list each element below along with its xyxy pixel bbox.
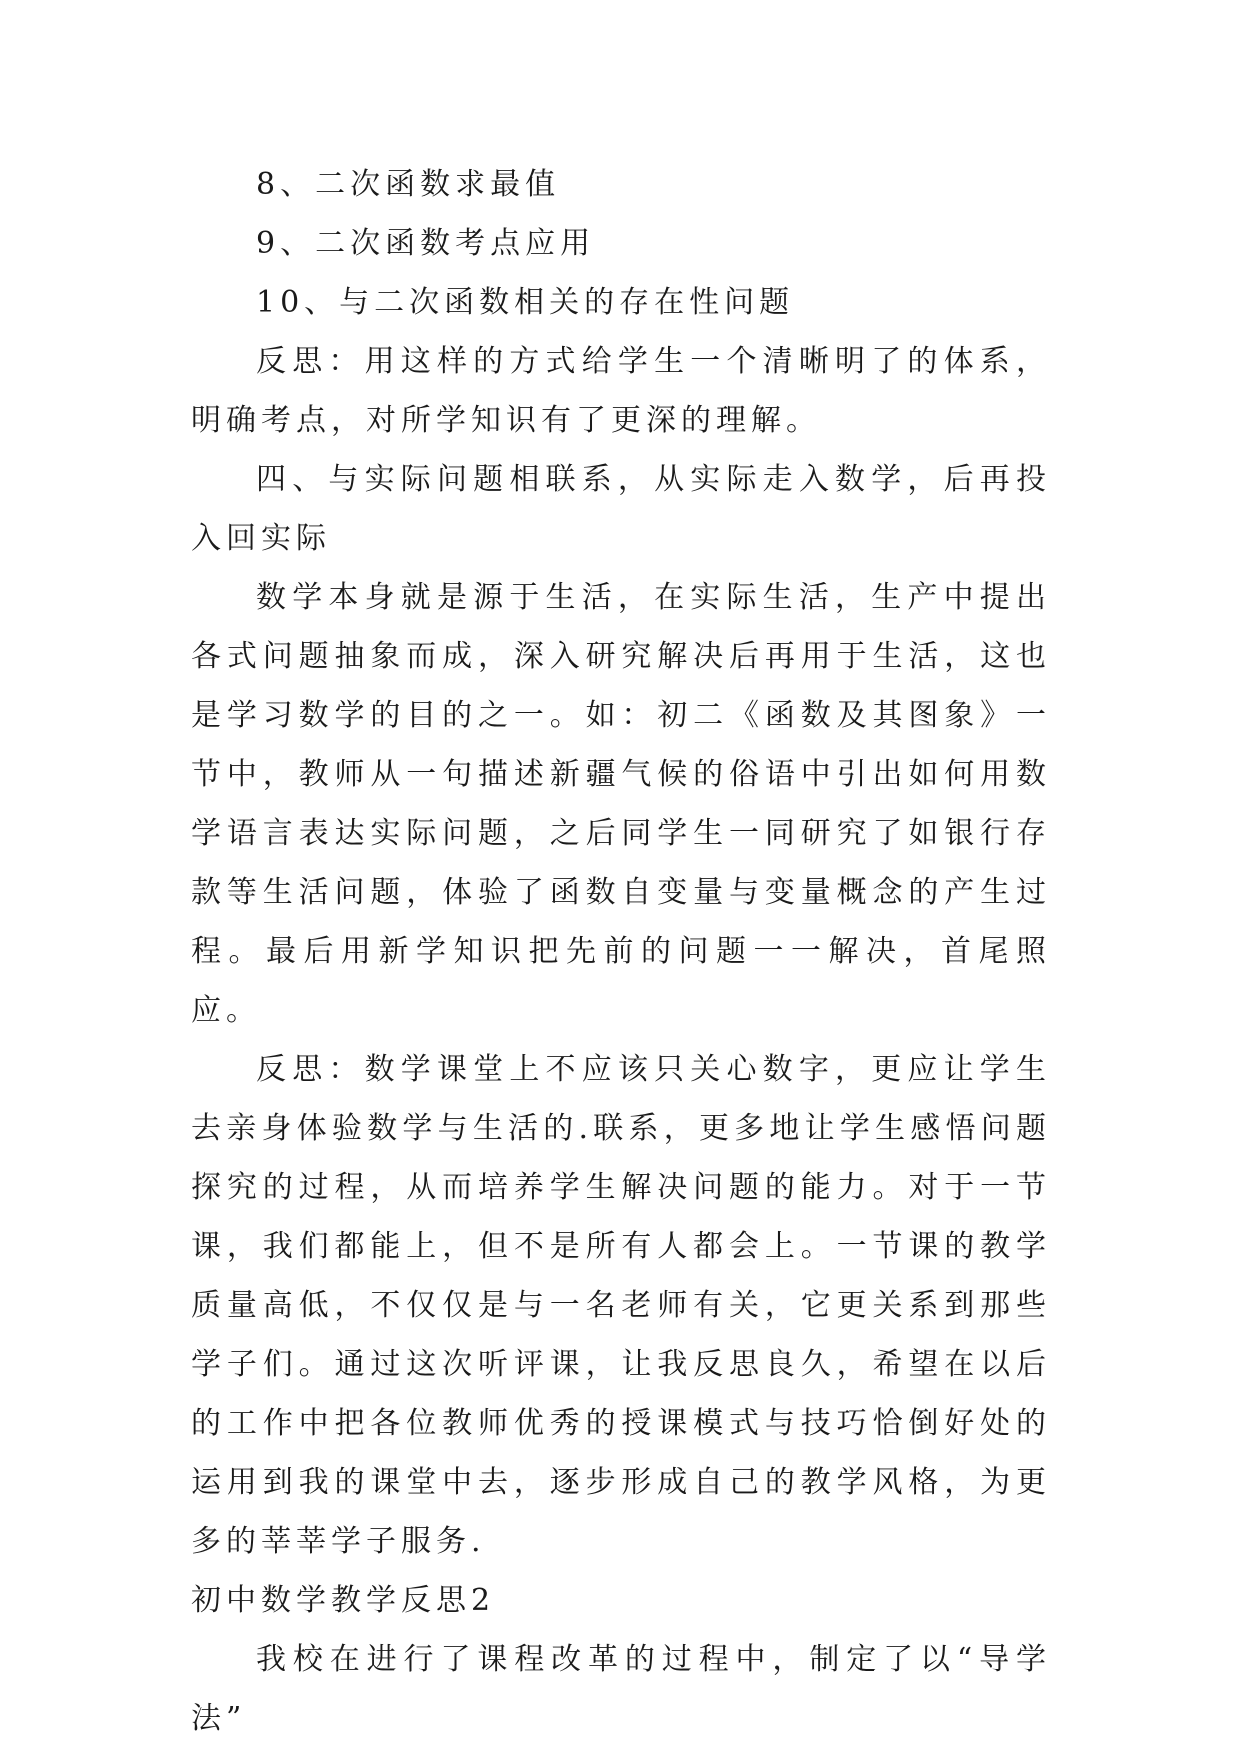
section-title: 初中数学教学反思2	[191, 1583, 496, 1618]
list-item-9: 9、二次函数考点应用	[256, 226, 596, 261]
document-page	[191, 155, 1051, 1748]
reflection-paragraph-2: 反思：数学课堂上不应该只关心数字，更应让学生去亲身体验数学与生活的.联系，更多地让学生感悟问题探究的过程，从而培养学生解决问题的能力。对于一节课，我们都能上，但不是所有人都会上。一节课的教学质量高低，不仅仅是与一名老师有关，它更关系到那些学子们。通过这次听评课，让我反思良久，希望在以后的工作中把各位教师优秀的授课模式与技巧恰倒好处的运用到我的课堂中去，逐步形成自己的教学风格，为更多的莘莘学子服务.	[191, 1052, 1051, 1559]
closing-paragraph: 我校在进行了课程改革的过程中，制定了以“导学法”	[191, 1642, 1051, 1736]
reflection-paragraph-1: 反思：用这样的方式给学生一个清晰明了的体系，明确考点，对所学知识有了更深的理解。	[191, 344, 1051, 438]
section-heading-4: 四、与实际问题相联系，从实际走入数学，后再投入回实际	[191, 462, 1051, 556]
body-paragraph: 数学本身就是源于生活，在实际生活，生产中提出各式问题抽象而成，深入研究解决后再用于生活，这也是学习数学的目的之一。如：初二《函数及其图象》一节中，教师从一句描述新疆气候的俗语中引出如何用数学语言表达实际问题，之后同学生一同研究了如银行存款等生活问题，体验了函数自变量与变量概念的产生过程。最后用新学知识把先前的问题一一解决，首尾照应。	[191, 580, 1051, 1028]
list-item-8: 8、二次函数求最值	[256, 167, 561, 202]
list-item-10: 10、与二次函数相关的存在性问题	[256, 285, 795, 320]
